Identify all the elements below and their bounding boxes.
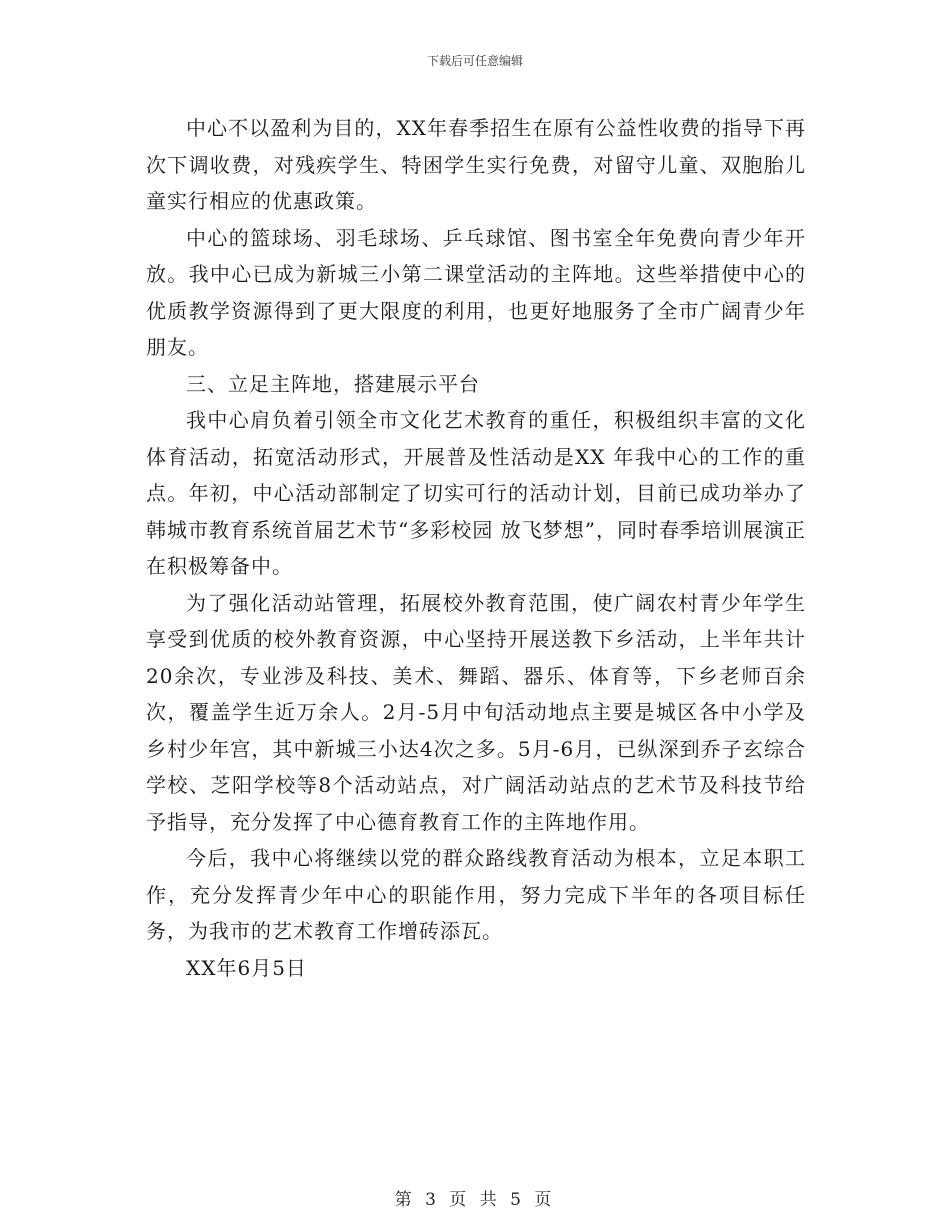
document-date: XX年6月5日 [186,955,307,980]
paragraph-fee-policy: 中心不以盈利为目的，XX年春季招生在原有公益性收费的指导下再次下调收费，对残疾学生、特困学生实行免费，对留守儿童、双胞胎儿童实行相应的优惠政策。 [146,116,806,213]
paragraph-future: 今后，我中心将继续以党的群众路线教育活动为根本，立足本职工作，充分发挥青少年中心的职能作用，努力完成下半年的各项目标任务，为我市的艺术教育工作增砖添瓦。 [146,846,806,943]
paragraph-outreach: 为了强化活动站管理，拓展校外教育范围，使广阔农村青少年学生享受到优质的校外教育资源，中心坚持开展送教下乡活动，上半年共计20余次，专业涉及科技、美术、舞蹈、器乐、体育等，下乡老师百余次，覆盖学生近万余人。2月-5月中旬活动地点主要是城区各中小学及乡村少年宫，其中新城三小达4次之多。5月-6月，已纵深到乔子玄综合学校、芝阳学校等8个活动站点，对广阔活动站点的艺术节及科技节给予指导，充分发挥了中心德育教育工作的主阵地作用。 [146,590,806,834]
section-heading-3: 三、立足主阵地，搭建展示平台 [186,371,480,396]
page-number-footer: 第 3 页 共 5 页 [394,1190,556,1210]
page-header: 下载后可任意编辑 [426,54,523,68]
document-body [146,110,806,986]
paragraph-facilities-open: 中心的篮球场、羽毛球场、乒乓球馆、图书室全年免费向青少年开放。我中心已成为新城三小第二课堂活动的主阵地。这些举措使中心的优质教学资源得到了更大限度的利用，也更好地服务了全市广阔青少年朋友。 [146,225,806,359]
paragraph-art-education: 我中心肩负着引领全市文化艺术教育的重任，积极组织丰富的文化体育活动，拓宽活动形式，开展普及性活动是XX 年我中心的工作的重点。年初，中心活动部制定了切实可行的活动计划，目前已成功举办了韩城市教育系统首届艺术节“多彩校园 放飞梦想”，同时春季培训展演正在积极筹备中。 [146,408,806,578]
